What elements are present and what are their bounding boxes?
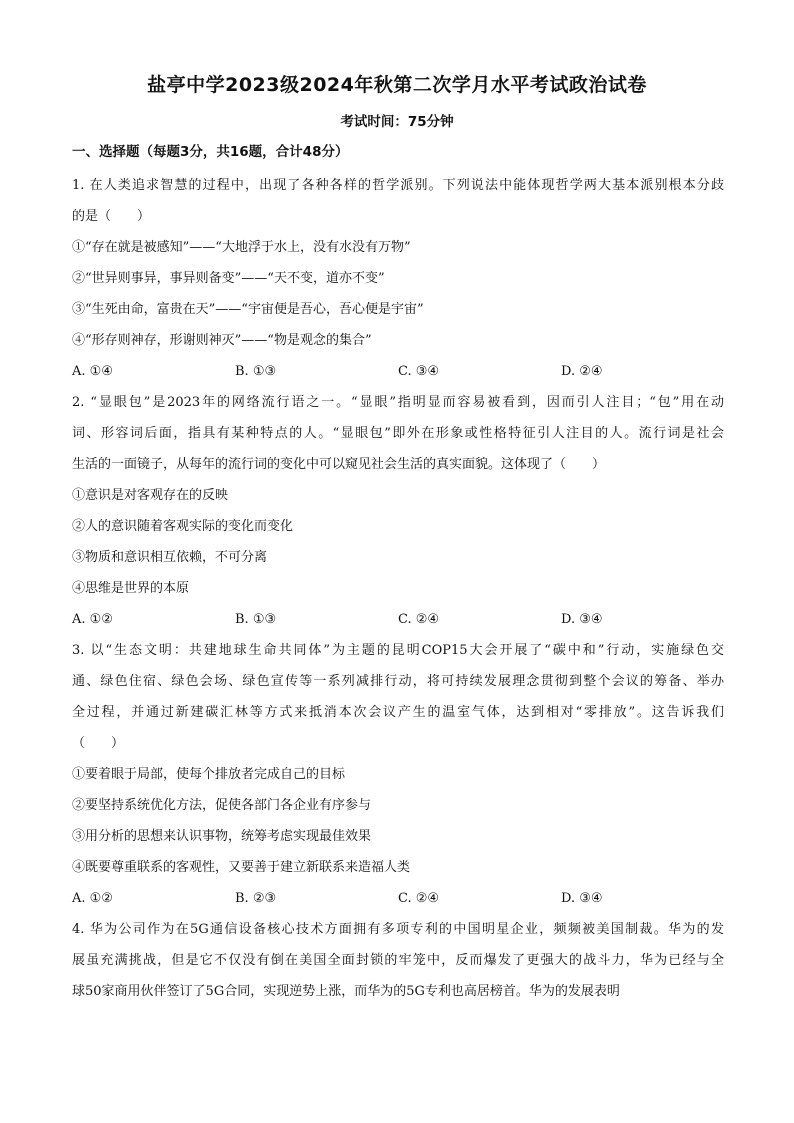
question-stem-line: （ ） [72, 736, 125, 751]
question-stem-line: 展虽充满挑战，但是它不仅没有倒在美国全面封锁的牢笼中，反而爆发了更强大的战斗力，华为已经与全 [72, 953, 724, 968]
question-3 [72, 635, 724, 914]
exam-duration: 考试时间：75分钟 [340, 114, 454, 130]
option-b: B. ②③ [235, 891, 277, 906]
question-4 [72, 914, 724, 1007]
question-item: ②“世异则事异，事异则备变”——“天不变，道亦不变” [72, 271, 385, 286]
question-stem-line: 通、绿色住宿、绿色会场、绿色宣传等一系列减排行动，将可持续发展理念贯彻到整个会议的筹备、举办 [72, 674, 724, 689]
question-item: ②人的意识随着客观实际的变化而变化 [72, 519, 294, 534]
question-stem-line: 词、形容词后面，指具有某种特点的人。“显眼包”即外在形象或性格特征引人注目的人。流行词是社会 [72, 426, 724, 441]
question-item: ①要着眼于局部，使每个排放者完成自己的目标 [72, 767, 346, 782]
option-c: C. ②④ [398, 612, 440, 627]
question-item: ④思维是世界的本原 [72, 581, 190, 596]
question-item: ①“存在就是被感知”——“大地浮于水上，没有水没有万物” [72, 240, 411, 255]
question-stem-line: 全过程，并通过新建碳汇林等方式来抵消本次会议产生的温室气体，达到相对“零排放”。这告诉我们 [72, 705, 724, 720]
question-item: ③“生死由命，富贵在天”——“宇宙便是吾心，吾心便是宇宙” [72, 302, 424, 317]
option-a: A. ①② [72, 891, 113, 906]
answer-options [72, 604, 724, 635]
question-item: ④“形存则神存，形谢则神灭”——“物是观念的集合” [72, 333, 372, 348]
option-c: C. ③④ [398, 364, 440, 379]
question-stem-line: 的是（ ） [72, 209, 151, 224]
option-b: B. ①③ [235, 612, 277, 627]
question-stem-line: 4. 华为公司作为在5G通信设备核心技术方面拥有多项专利的中国明星企业，频频被美国制裁。华为的发 [72, 922, 724, 937]
question-stem-line: 生活的一面镜子，从每年的流行词的变化中可以窥见社会生活的真实面貌。这体现了（ ） [72, 457, 606, 472]
question-item: ③物质和意识相互依赖，不可分离 [72, 550, 268, 565]
question-1 [72, 170, 724, 387]
question-stem-line: 1. 在人类追求智慧的过程中，出现了各种各样的哲学派别。下列说法中能体现哲学两大基本派别根本分歧 [72, 178, 724, 193]
question-item: ③用分析的思想来认识事物，统筹考虑实现最佳效果 [72, 829, 372, 844]
question-item: ②要坚持系统优化方法，促使各部门各企业有序参与 [72, 798, 372, 813]
option-b: B. ①③ [235, 364, 277, 379]
exam-title: 盐亭中学2023级2024年秋第二次学月水平考试政治试卷 [147, 74, 647, 96]
option-a: A. ①② [72, 612, 113, 627]
question-stem-line: 2. “显眼包”是2023年的网络流行语之一。“显眼”指明显而容易被看到，因而引人注目；“包”用在动 [72, 395, 724, 410]
option-a: A. ①④ [72, 364, 113, 379]
section-heading: 一、选择题（每题3分，共16题，合计48分） [72, 144, 349, 160]
question-stem-line: 3. 以“生态文明：共建地球生命共同体”为主题的昆明COP15大会开展了“碳中和”行动，实施绿色交 [72, 643, 724, 658]
option-d: D. ③④ [561, 612, 603, 627]
option-d: D. ②④ [561, 364, 603, 379]
option-d: D. ③④ [561, 891, 603, 906]
question-list [72, 170, 724, 1007]
answer-options [72, 356, 724, 387]
question-stem-line: 球50家商用伙伴签订了5G合同，实现逆势上涨，而华为的5G专利也高居榜首。华为的发展表明 [72, 984, 620, 999]
answer-options [72, 883, 724, 914]
question-item: ①意识是对客观存在的反映 [72, 488, 229, 503]
question-item: ④既要尊重联系的客观性，又要善于建立新联系来造福人类 [72, 860, 411, 875]
question-2 [72, 387, 724, 635]
option-c: C. ②④ [398, 891, 440, 906]
